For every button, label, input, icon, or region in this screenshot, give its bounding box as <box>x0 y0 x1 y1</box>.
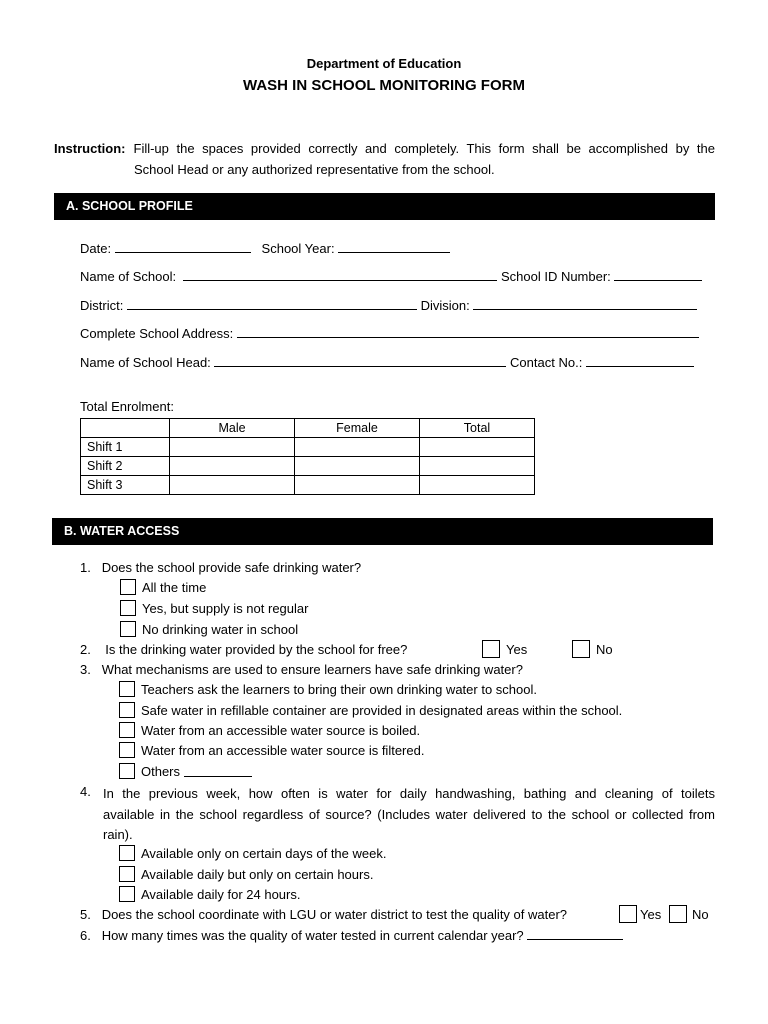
enrolment-table <box>80 418 535 495</box>
table-row <box>81 438 535 457</box>
others-field[interactable] <box>184 765 252 777</box>
question-3 <box>80 662 523 677</box>
option-label: Available daily but only on certain hours. <box>141 866 374 882</box>
question-6 <box>80 928 623 943</box>
school-name-field[interactable] <box>183 269 497 281</box>
q2-yes-option[interactable] <box>482 640 527 658</box>
q1-option-3[interactable] <box>120 621 298 637</box>
question-4-text <box>103 784 715 846</box>
division-field[interactable] <box>473 298 697 310</box>
q4-line-3: rain). <box>103 827 133 842</box>
option-label: No drinking water in school <box>142 621 299 637</box>
total-cell[interactable] <box>420 438 535 457</box>
q3-option-2[interactable] <box>119 702 622 718</box>
enrolment-label: Total Enrolment: <box>80 399 174 414</box>
checkbox[interactable] <box>120 621 136 637</box>
division-label: Division: <box>420 298 470 313</box>
instruction-block <box>54 138 715 180</box>
checkbox[interactable] <box>572 640 590 658</box>
checkbox[interactable] <box>482 640 500 658</box>
table-header-male: Male <box>170 419 295 438</box>
district-label: District: <box>80 298 124 313</box>
option-label: Teachers ask the learners to bring their own drinking water to school. <box>141 681 537 697</box>
contact-field[interactable] <box>586 355 694 367</box>
total-cell[interactable] <box>420 457 535 476</box>
checkbox[interactable] <box>669 905 687 923</box>
option-label: All the time <box>142 579 207 595</box>
department-name: Department of Education <box>306 56 462 71</box>
contact-label: Contact No.: <box>510 355 583 370</box>
q4-line-1: In the previous week, how often is water for daily handwashing, bathing and cleaning of toilets <box>103 786 715 801</box>
checkbox[interactable] <box>119 681 135 697</box>
question-5 <box>80 907 567 922</box>
school-id-label: School ID Number: <box>500 269 611 284</box>
school-year-label: School Year: <box>261 241 335 256</box>
question-text: Does the school coordinate with LGU or water district to test the quality of water? <box>101 907 568 922</box>
female-cell[interactable] <box>295 457 420 476</box>
tests-count-field[interactable] <box>527 928 623 940</box>
address-field[interactable] <box>237 326 699 338</box>
table-row <box>81 476 535 495</box>
q3-option-4[interactable] <box>119 742 424 758</box>
checkbox[interactable] <box>120 600 136 616</box>
instruction-line-1: Fill-up the spaces provided correctly and completely. This form shall be accomplished by the <box>133 141 715 156</box>
question-1 <box>80 560 361 575</box>
district-field[interactable] <box>127 298 417 310</box>
date-label: Date: <box>80 241 112 256</box>
female-cell[interactable] <box>295 476 420 495</box>
q5-no-option[interactable] <box>669 905 709 923</box>
q1-option-1[interactable] <box>120 579 206 595</box>
option-label: Available daily for 24 hours. <box>141 886 301 902</box>
checkbox[interactable] <box>119 886 135 902</box>
date-field[interactable] <box>115 241 251 253</box>
option-label: Others <box>141 763 181 779</box>
checkbox[interactable] <box>120 579 136 595</box>
shift-label: Shift 3 <box>81 476 170 495</box>
option-label: Available only on certain days of the week. <box>141 845 387 861</box>
district-row <box>80 298 697 313</box>
question-number: 3. <box>80 662 91 677</box>
option-label: No <box>596 641 613 657</box>
date-row <box>80 241 450 256</box>
question-text: Does the school provide safe drinking water? <box>101 560 362 575</box>
q4-option-1[interactable] <box>119 845 386 861</box>
female-cell[interactable] <box>295 438 420 457</box>
option-label: Water from an accessible water source is boiled. <box>141 722 421 738</box>
q1-option-2[interactable] <box>120 600 308 616</box>
option-label: Yes <box>506 641 528 657</box>
q4-line-2: available in the school regardless of source? (Includes water delivered to the school or collected from <box>103 806 715 822</box>
q3-option-1[interactable] <box>119 681 537 697</box>
option-label: Safe water in refillable container are provided in designated areas within the school. <box>141 702 623 718</box>
instruction-line-2: School Head or any authorized representative from the school. <box>134 162 495 177</box>
question-number: 1. <box>80 560 91 575</box>
checkbox[interactable] <box>619 905 637 923</box>
male-cell[interactable] <box>170 476 295 495</box>
question-number: 5. <box>80 907 91 922</box>
total-cell[interactable] <box>420 476 535 495</box>
option-label: Yes, but supply is not regular <box>142 600 309 616</box>
option-label: Water from an accessible water source is filtered. <box>141 742 425 758</box>
male-cell[interactable] <box>170 457 295 476</box>
address-row <box>80 326 699 341</box>
question-number: 2. <box>80 642 91 657</box>
checkbox[interactable] <box>119 742 135 758</box>
checkbox[interactable] <box>119 763 135 779</box>
q3-option-5[interactable] <box>119 763 252 779</box>
question-4-number: 4. <box>80 784 91 799</box>
school-head-label: Name of School Head: <box>80 355 211 370</box>
shift-label: Shift 1 <box>81 438 170 457</box>
question-2 <box>80 642 407 657</box>
table-header-row <box>81 419 535 438</box>
checkbox[interactable] <box>119 866 135 882</box>
address-label: Complete School Address: <box>80 326 234 341</box>
table-row <box>81 457 535 476</box>
table-header-total: Total <box>420 419 535 438</box>
checkbox[interactable] <box>119 845 135 861</box>
checkbox[interactable] <box>119 722 135 738</box>
checkbox[interactable] <box>119 702 135 718</box>
option-label: No <box>692 906 709 922</box>
school-name-row <box>80 269 702 284</box>
q4-option-2[interactable] <box>119 866 373 882</box>
q5-yes-option[interactable] <box>619 905 661 923</box>
q3-option-3[interactable] <box>119 722 420 738</box>
question-number: 6. <box>80 928 91 943</box>
school-name-label: Name of School: <box>80 269 177 284</box>
school-year-field[interactable] <box>338 241 450 253</box>
table-header-female: Female <box>295 419 420 438</box>
q4-option-3[interactable] <box>119 886 300 902</box>
section-b-heading: B. WATER ACCESS <box>52 518 713 545</box>
question-text: How many times was the quality of water tested in current calendar year? <box>101 928 524 943</box>
school-id-field[interactable] <box>614 269 702 281</box>
form-title: WASH IN SCHOOL MONITORING FORM <box>243 77 525 94</box>
instruction-label: Instruction: <box>54 141 126 156</box>
question-text: What mechanisms are used to ensure learners have safe drinking water? <box>101 662 523 677</box>
section-a-heading: A. SCHOOL PROFILE <box>54 193 715 220</box>
school-head-row <box>80 355 694 370</box>
question-text: Is the drinking water provided by the school for free? <box>105 642 408 657</box>
option-label: Yes <box>640 906 662 922</box>
school-head-field[interactable] <box>214 355 506 367</box>
table-header-cell <box>81 419 170 438</box>
q2-no-option[interactable] <box>572 640 613 658</box>
male-cell[interactable] <box>170 438 295 457</box>
shift-label: Shift 2 <box>81 457 170 476</box>
